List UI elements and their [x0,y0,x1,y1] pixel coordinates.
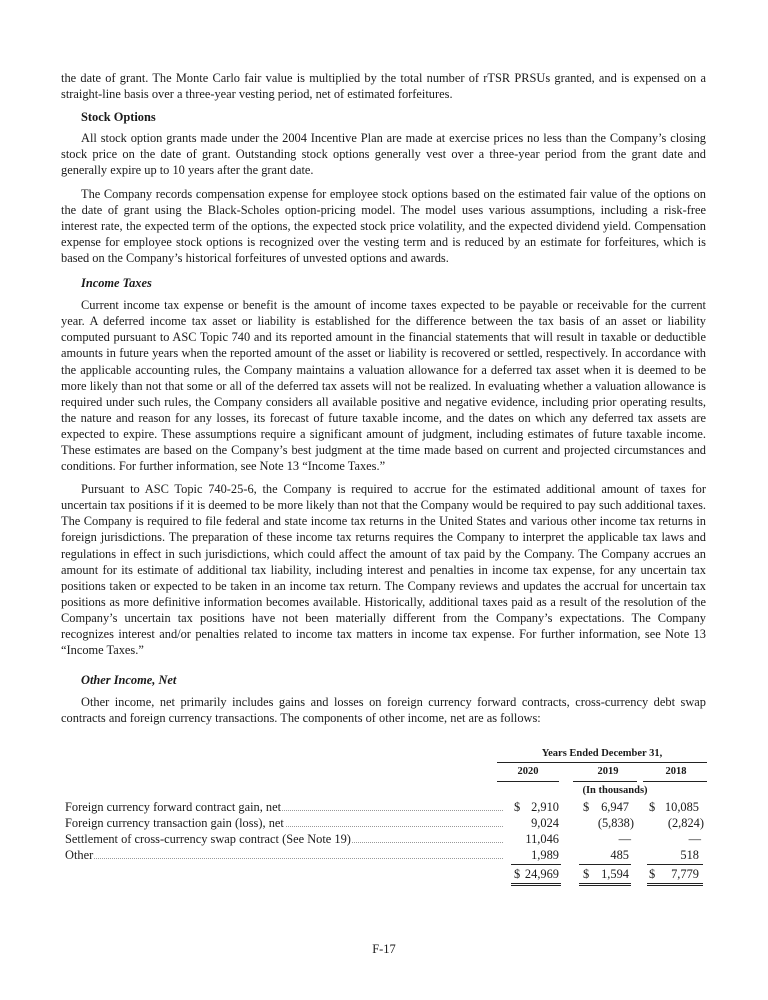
total-2020: 24,969 [524,867,559,881]
total-double-rule-2020 [511,883,561,886]
heading-other-income-net: Other Income, Net [81,673,177,688]
value-2020: 11,046 [525,832,559,846]
currency-symbol: $ [514,867,521,881]
row-label: Other [65,848,94,862]
value-2020: 1,989 [531,848,559,862]
value-2020: 9,024 [531,816,559,830]
subtotal-rule-2020 [511,864,561,865]
total-double-rule-2019 [579,883,631,886]
value-2018: 518 [680,848,699,862]
paragraph-compensation-expense: The Company records compensation expense for employee stock options based on the estimated fair value of the options on the date of grant using the Black-Scholes option-pricing model. The model uses various assumptions, including a risk-free interest rate, the expected term of the options, the expected stock price volatility, and the expected dividend yield. Compensation expense for employee stock options is recognized over the vesting term and is reduced by an estimate for forfeitures, which is based on the Company’s historical forfeitures of unvested options and awards. [61,186,706,265]
total-2018: 7,779 [671,867,699,881]
value-2020: 2,910 [531,800,559,814]
table-row [65,800,706,816]
row-label: Foreign currency transaction gain (loss), net [65,816,284,830]
value-2019: 6,947 [601,800,629,814]
table-header-period: Years Ended December 31, [541,748,663,759]
paragraph-stock-option-grants: All stock option grants made under the 2004 Incentive Plan are made at exercise prices no less than the Company’s closing stock price on the date of grant. Outstanding stock options generally vest over a three-year period from the grant date and generally expire up to 10 years after the grant date. [61,131,706,178]
subtotal-rule-2018 [647,864,703,865]
column-rule-2019 [573,781,637,782]
column-rule-2018 [643,781,707,782]
paragraph-rtsr-continued: the date of grant. The Monte Carlo fair value is multiplied by the total number of rTSR PRSUs granted, and is expensed on a straight-line basis over a three-year vesting period, net of estimated forfeitures. [61,71,706,102]
value-2019: 485 [610,848,629,862]
currency-symbol: $ [649,800,656,814]
value-2019: (5,838) [597,816,634,830]
currency-symbol: $ [649,867,656,881]
table-total-row [65,867,706,883]
column-header-2020: 2020 [517,766,539,777]
heading-income-taxes: Income Taxes [81,276,152,291]
header-rule [497,762,707,763]
subtotal-rule-2019 [579,864,631,865]
value-2018: — [688,832,701,846]
table-row [65,816,706,832]
row-label: Foreign currency forward contract gain, net [65,800,282,814]
paragraph-current-income-tax: Current income tax expense or benefit is the amount of income taxes expected to be payable or receivable for the current year. A deferred income tax asset or liability is established for the difference between the tax basis of an asset or liability computed pursuant to ASC Topic 740 and its reported amount in the financial statements that will result in taxable or deductible amounts in future years when the reported amount of the asset or liability is recovered or settled, respectively. In accordance with the applicable accounting rules, the Company maintains a valuation allowance for a deferred tax asset when it is deemed to be more likely than not that some or all of the deferred tax assets will not be realized. In evaluating whether a valuation allowance is required under such rules, the Company considers all available positive and negative evidence, including prior operating results, the nature and reason for any losses, its forecast of future taxable income, and the dates on which any deferred tax assets are expected to expire. These assumptions require a significant amount of judgment, including estimates of future taxable income. These estimates are based on the Company’s best judgment at the time made based on current and projected circumstances and conditions. For further information, see Note 13 “Income Taxes.” [61,298,706,474]
row-label: Settlement of cross-currency swap contract (See Note 19) [65,832,351,846]
value-2019: — [618,832,631,846]
column-header-2019: 2019 [597,766,619,777]
value-2018: (2,824) [667,816,704,830]
currency-symbol: $ [514,800,521,814]
table-row [65,848,706,864]
column-header-2018: 2018 [665,766,687,777]
paragraph-uncertain-tax-positions: Pursuant to ASC Topic 740-25-6, the Company is required to accrue for the estimated additional amount of taxes for uncertain tax positions if it is deemed to be more likely than not that the Company would be required to pay such additional taxes. The Company is required to file federal and state income tax returns in the United States and various other income tax returns in foreign jurisdictions. The preparation of these income tax returns requires the Company to interpret the applicable tax laws and regulations in effect in such jurisdictions, which could affect the amount of tax paid by the Company. The Company accrues an amount for its estimate of additional tax liability, including interest and penalties in income tax expense, for any uncertain tax positions taken or expected to be taken in an income tax return. The Company reviews and updates the accrual for uncertain tax positions as more definitive information becomes available. Historically, additional taxes paid as a result of the resolution of the Company’s uncertain tax positions have not been materially different from the Company’s expectations. The Company recognizes interest and/or penalties related to income tax matters in income tax expense. For further information, see Note 13 “Income Taxes.” [61,482,706,658]
document-body [61,70,706,726]
paragraph-other-income-description: Other income, net primarily includes gains and losses on foreign currency forward contracts, cross-currency debt swap contracts and foreign currency transactions. The components of other income, net are as follows: [61,695,706,726]
heading-stock-options: Stock Options [81,110,156,125]
total-2019: 1,594 [601,867,629,881]
currency-symbol: $ [583,800,590,814]
table-unit-label: (In thousands) [582,785,648,796]
table-row [65,832,706,848]
page-number: F-17 [372,942,396,956]
total-double-rule-2018 [647,883,703,886]
currency-symbol: $ [583,867,590,881]
value-2018: 10,085 [664,800,699,814]
column-rule-2020 [497,781,559,782]
